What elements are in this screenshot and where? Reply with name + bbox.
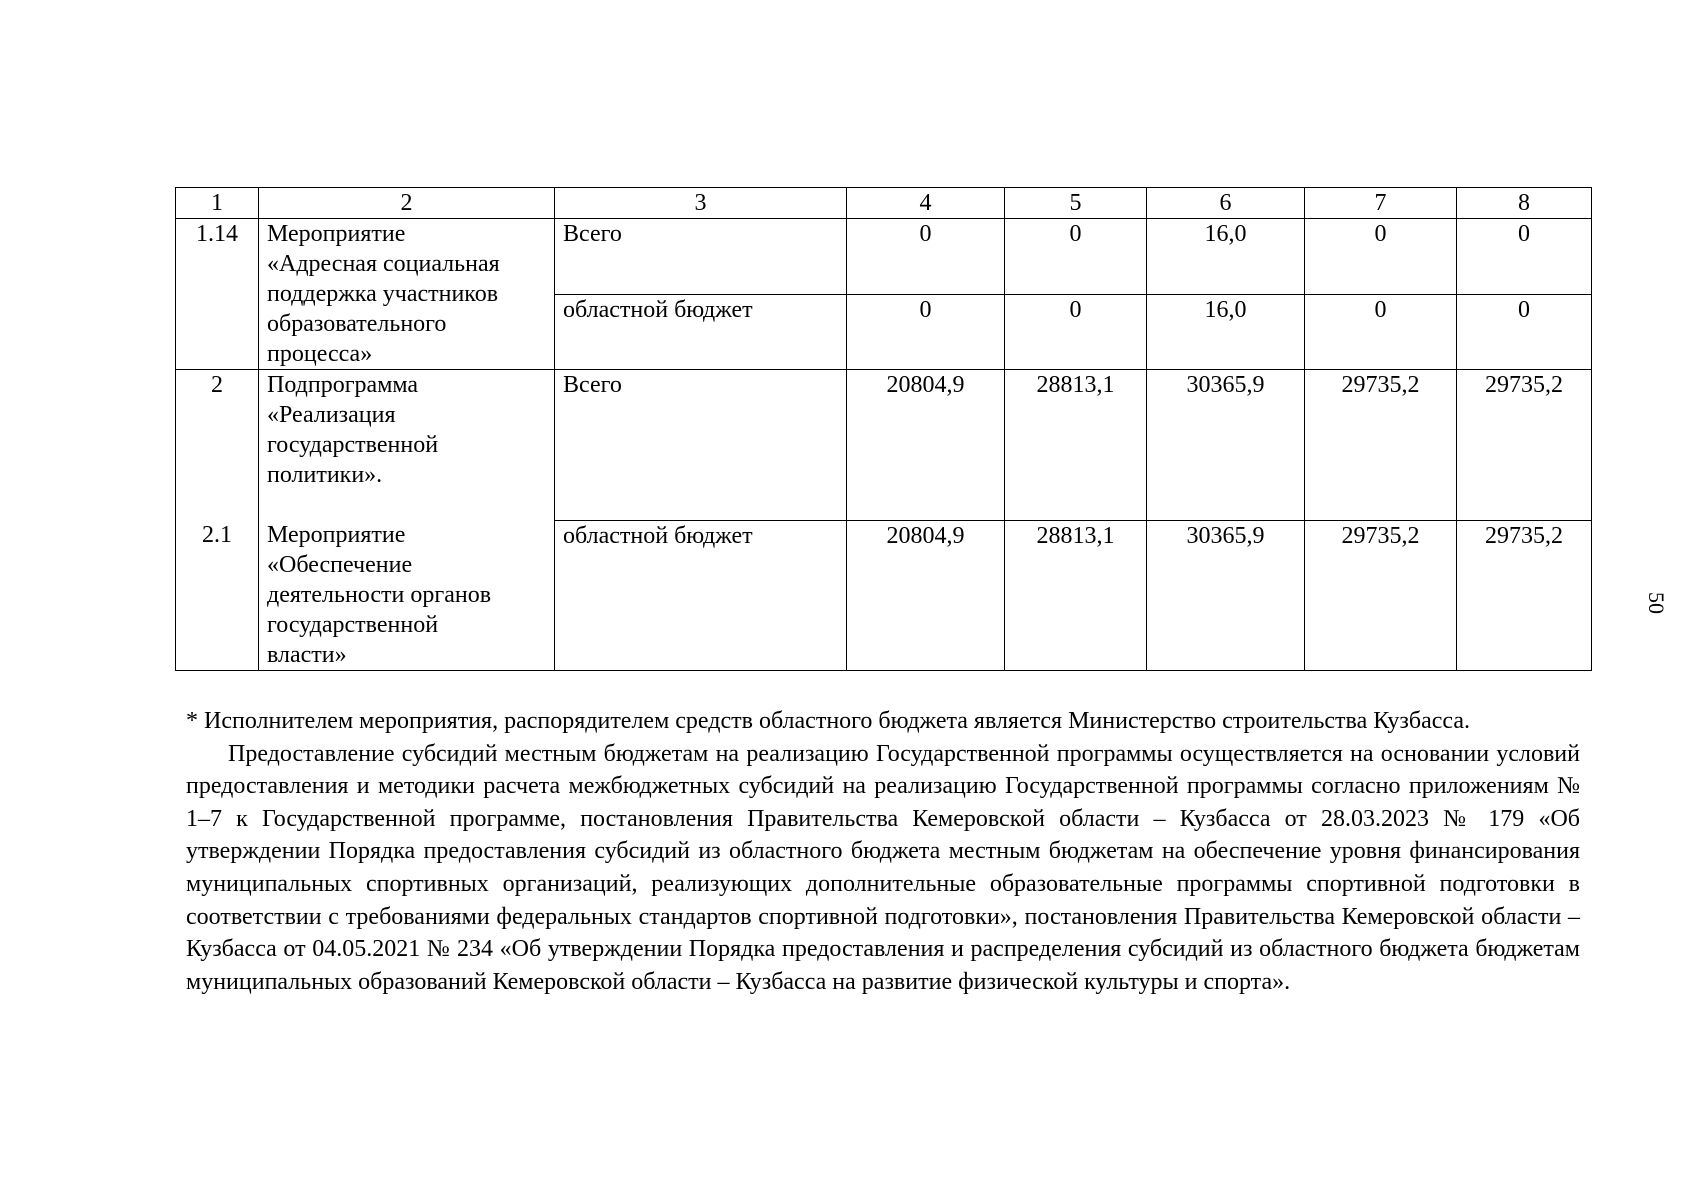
value-cell: 30365,9 <box>1147 520 1305 671</box>
row-name-line: Подпрограмма <box>267 372 419 398</box>
source-label: Всего <box>555 370 847 521</box>
source-label: областной бюджет <box>555 520 847 671</box>
page-number: 50 <box>1644 592 1669 614</box>
value-cell: 28813,1 <box>1005 370 1147 521</box>
source-label: областной бюджет <box>555 294 847 370</box>
value-cell: 30365,9 <box>1147 370 1305 521</box>
value-cell: 0 <box>1305 294 1457 370</box>
row-name-line: «Обеспечение <box>267 552 413 578</box>
table-row <box>176 370 1592 521</box>
table-header-row <box>176 188 1592 219</box>
value-cell: 0 <box>1457 294 1592 370</box>
budget-table <box>175 187 1592 671</box>
value-cell: 0 <box>1305 219 1457 295</box>
value-cell: 29735,2 <box>1457 370 1592 521</box>
row-name-line: поддержка участников <box>267 281 499 307</box>
source-label: Всего <box>555 219 847 295</box>
row-number <box>176 370 259 671</box>
value-cell: 0 <box>1457 219 1592 295</box>
value-cell: 0 <box>847 294 1005 370</box>
row-name-line: образовательного <box>267 311 447 337</box>
header-cell: 1 <box>176 188 259 219</box>
header-cell: 6 <box>1147 188 1305 219</box>
value-cell: 0 <box>847 219 1005 295</box>
header-cell: 2 <box>259 188 555 219</box>
row-name <box>259 370 555 671</box>
row-name-line: «Реализация <box>267 402 396 428</box>
row-name-line: государственной <box>267 612 439 638</box>
body-paragraph: Предоставление субсидий местным бюджетам на реализацию Государственной программы осуществляется на основании условий предоставления и методики расчета межбюджетных субсидий на реализацию Государственной программы согласно приложениям № 1–7 к Государственной программе, постановления Правительства Кемеровской области – Кузбасса от 28.03.2023 № 179 «Об утверждении Порядка предоставления субсидий из областного бюджета местным бюджетам на обеспечение уровня финансирования муниципальных спортивных организаций, реализующих дополнительные образовательные программы спортивной подготовки в соответствии с требованиями федеральных стандартов спортивной подготовки», постановления Правительства Кемеровской области – Кузбасса от 04.05.2021 № 234 «Об утверждении Порядка предоставления и распределения субсидий из областного бюджета бюджетам муниципальных образований Кемеровской области – Кузбасса на развитие физической культуры и спорта». <box>186 740 1580 995</box>
footnote: * Исполнителем мероприятия, распорядителем средств областного бюджета является Министерство строительства Кузбасса. <box>186 708 1471 734</box>
value-cell: 29735,2 <box>1457 520 1592 671</box>
value-cell: 20804,9 <box>847 520 1005 671</box>
row-number-sub: 2.1 <box>202 522 232 548</box>
header-cell: 7 <box>1305 188 1457 219</box>
header-cell: 5 <box>1005 188 1147 219</box>
value-cell: 0 <box>1005 219 1147 295</box>
value-cell: 16,0 <box>1147 294 1305 370</box>
row-name-line: государственной <box>267 432 439 458</box>
value-cell: 29735,2 <box>1305 370 1457 521</box>
row-name-line: власти» <box>267 642 347 668</box>
header-cell: 4 <box>847 188 1005 219</box>
header-cell: 8 <box>1457 188 1592 219</box>
row-name-line: Мероприятие <box>267 221 406 247</box>
value-cell: 28813,1 <box>1005 520 1147 671</box>
value-cell: 0 <box>1005 294 1147 370</box>
value-cell: 29735,2 <box>1305 520 1457 671</box>
table-row <box>176 219 1592 295</box>
row-name-line: деятельности органов <box>267 582 492 608</box>
row-name-line: Мероприятие <box>267 522 406 548</box>
row-number-main: 2 <box>211 372 223 398</box>
value-cell: 20804,9 <box>847 370 1005 521</box>
value-cell: 16,0 <box>1147 219 1305 295</box>
row-name-line: «Адресная социальная <box>267 251 500 277</box>
row-name <box>259 219 555 370</box>
notes-section <box>186 705 1580 998</box>
row-name-line: процесса» <box>267 341 373 367</box>
row-number: 1.14 <box>176 219 259 370</box>
header-cell: 3 <box>555 188 847 219</box>
row-name-line: политики». <box>267 462 383 488</box>
